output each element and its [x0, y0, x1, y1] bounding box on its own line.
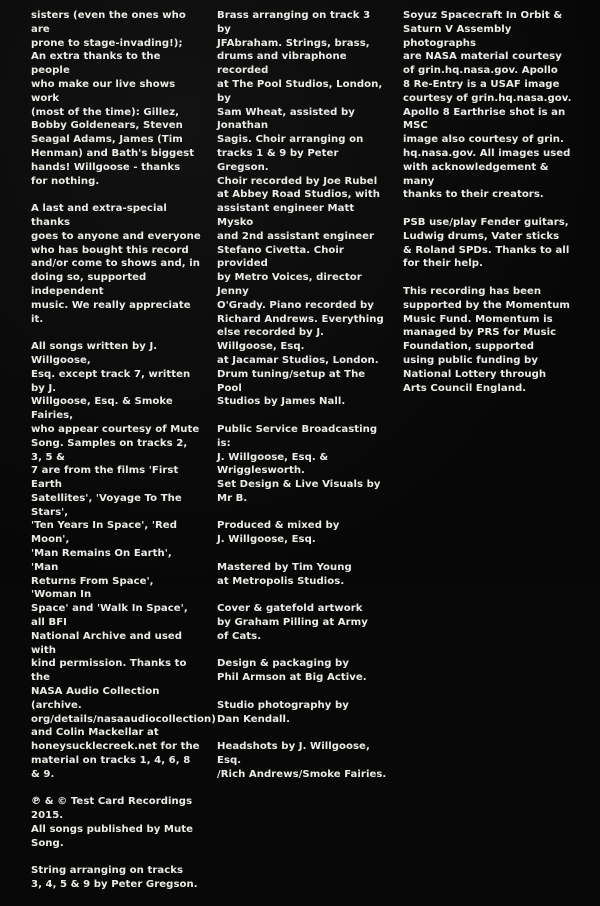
liner-notes-column-2 [217, 9, 387, 795]
liner-notes-column-3 [403, 9, 573, 409]
liner-notes-column-1 [31, 9, 216, 906]
produced-mixed-paragraph: Produced & mixed by J. Willgoose, Esq. [217, 520, 340, 546]
songwriting-and-samples-paragraph: All songs written by J. Willgoose, Esq. except track 7, written by J. Willgoose, Esq. & Smoke Fairies, who appear courtesy of Mute Song. Samples on tracks 2, 3, 5 & 7 are from the films 'First Earth Satellites', 'Voyage To The Stars', 'Ten Years In Space', 'Red Moon', 'Man Remains On Earth', 'Man Returns From Space', 'Woman In Space' and 'Walk In Space', all BFI National Archive and used with kind permission. Thanks to the NASA Audio Collection (archive. org/details/nasaaudiocollection) and Colin Mackellar at honeysucklecreek.net for the material on tracks 1, 4, 6, 8 & 9. [31, 341, 216, 780]
nasa-photographs-paragraph: Soyuz Spacecraft In Orbit & Saturn V Assembly photographs are NASA material courtesy of grin.hq.nasa.gov. Apollo 8 Re-Entry is a USAF image courtesy of grin.hq.nasa.gov. Apollo 8 Earthrise shot is an MSC image also courtesy of grin. hq.nasa.gov. All images used with acknowledgement & many thanks to their creators. [403, 10, 572, 201]
cover-artwork-paragraph: Cover & gatefold artwork by Graham Pilling at Army of Cats. [217, 603, 368, 642]
recording-credits-paragraph: Brass arranging on track 3 by JFAbraham. Strings, brass, drums and vibraphone recorded at The Pool Studios, London, by Sam Wheat, assisted by Jonathan Sagis. Choir arranging on tracks 1 & 9 by Peter Gregson. Choir recorded by Joe Rubel at Abbey Road Studios, with assistant engineer Matt Mysko and 2nd assistant engineer Stefano Civetta. Choir provided by Metro Voices, director Jenny O'Grady. Piano recorded by Richard Andrews. Everything else recorded by J. Willgoose, Esq. at Jacamar Studios, London. Drum tuning/setup at The Pool Studios by James Nall. [217, 10, 384, 408]
thanks-supporters-paragraph: A last and extra-special thanks goes to anyone and everyone who has bought this record and/or come to shows and, in doing so, supported independent music. We really appreciate it. [31, 203, 201, 325]
studio-photography-paragraph: Studio photography by Dan Kendall. [217, 699, 349, 725]
funding-support-paragraph: This recording has been supported by the Momentum Music Fund. Momentum is managed by PRS for Music Foundation, supported using public funding by National Lottery through Arts Council England. [403, 285, 570, 394]
band-lineup-paragraph: Public Service Broadcasting is: J. Willgoose, Esq. & Wrigglesworth. Set Design & Live Visuals by Mr B. [217, 423, 381, 504]
string-arranging-paragraph: String arranging on tracks 3, 4, 5 & 9 by Peter Gregson. [31, 865, 198, 891]
design-packaging-paragraph: Design & packaging by Phil Armson at Big Active. [217, 658, 367, 684]
thanks-live-crew-paragraph: sisters (even the ones who are prone to stage-invading!); An extra thanks to the people who make our live shows work (most of the time): Gillez, Bobby Goldenears, Steven Seagal Adams, James (Tim Henman) and Bath's biggest hands! Willgoose - thanks for nothing. [31, 10, 195, 187]
mastering-paragraph: Mastered by Tim Young at Metropolis Studios. [217, 561, 352, 587]
headshots-paragraph: Headshots by J. Willgoose, Esq. /Rich Andrews/Smoke Fairies. [217, 741, 387, 780]
copyright-paragraph: ℗ & © Test Card Recordings 2015. All songs published by Mute Song. [31, 796, 194, 849]
equipment-thanks-paragraph: PSB use/play Fender guitars, Ludwig drums, Vater sticks & Roland SPDs. Thanks to all for their help. [403, 216, 570, 270]
